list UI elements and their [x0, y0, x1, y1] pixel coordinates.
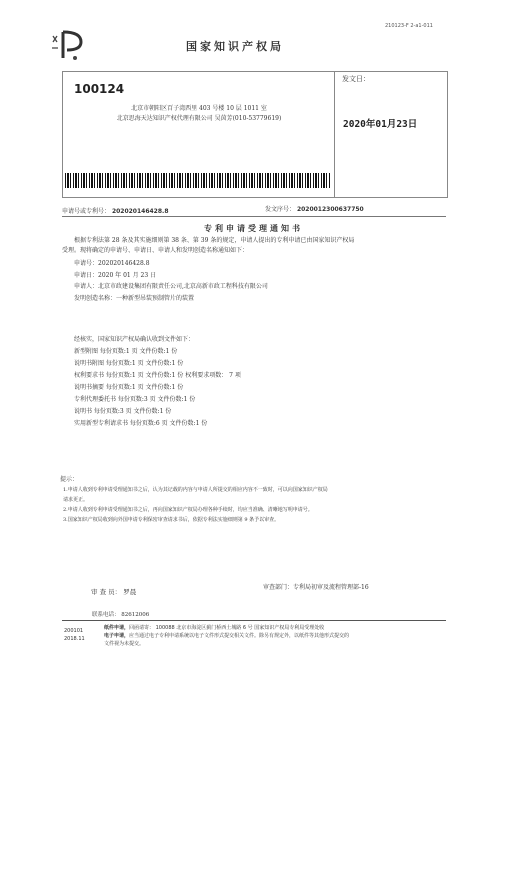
received-files-intro: 经核实，国家知识产权局确认收到文件如下：	[74, 336, 195, 343]
note-item: 3.国家知识产权局收到向外国申请专利保密审查请求书后，依据专利法实施细则第 9 条予以审查。	[63, 517, 280, 523]
form-code-number: 200101	[64, 628, 84, 634]
examiner: 审 查 员： 罗晨	[91, 588, 137, 596]
document-number-value: 2020012300637750	[296, 206, 364, 213]
field-applicant: 申请人：北京市政建设集团有限责任公司,北京高新市政工程科技有限公司	[74, 283, 268, 290]
file-item: 说明书附图 每份页数:1 页 文件份数:1 份	[74, 360, 184, 367]
file-item: 专利代理委托书 每份页数:3 页 文件份数:1 份	[74, 396, 196, 403]
address-line-2: 北京思海天达知识产权代理有限公司 吴茵芳(010-53779619)	[116, 115, 282, 122]
footer-electronic-text-cont: 文件视为未提交。	[104, 641, 145, 647]
notice-title: 专利申请受理通知书	[204, 223, 303, 233]
note-item: 1.申请人收到专利申请受理通知书之后，认为其记载的内容与申请人所提交的相应内容不一致时，可以向国家知识产权局	[63, 487, 328, 493]
address-divider	[334, 71, 335, 197]
notes-label: 提示：	[60, 476, 79, 483]
form-code	[64, 627, 85, 643]
field-application-date: 申请日：2020 年 01 月 23 日	[74, 271, 157, 279]
application-fields	[74, 258, 466, 304]
contact-phone: 联系电话： 82612006	[92, 612, 150, 618]
field-application-number: 申请号：202020146428.8	[74, 260, 150, 267]
notice-intro-line-2: 受理。现将确定的申请号、申请日、申请人和发明创造名称通知如下：	[62, 247, 249, 254]
received-files	[74, 334, 466, 430]
footer-electronic-text: 应当通过电子专利申请系统以电子文件形式提交相关文件。除另有规定外，以纸件等其他形式提交的	[129, 633, 350, 639]
file-item: 权利要求书 每份页数:1 页 文件份数:1 份 权利要求项数： 7 项	[74, 372, 241, 379]
note-item: 请求更正。	[63, 497, 89, 503]
file-item: 说明书 每份页数:3 页 文件份数:1 份	[74, 408, 172, 415]
send-date-label: 发文日：	[342, 75, 370, 83]
document-number-label: 发文序号：	[265, 206, 296, 213]
field-invention-title: 发明创造名称：一种新型吊装预制管片的装置	[74, 294, 195, 302]
send-date-value: 2020年01月23日	[343, 119, 418, 130]
footer-electronic-label: 电子申请，	[104, 633, 130, 639]
form-code-version: 2018.11	[64, 636, 85, 642]
footer-paper-text: 回函请寄： 100088 北京市海淀区蓟门桥西土城路 6 号 国家知识产权局专利局受理处收	[129, 625, 325, 631]
barcode	[65, 173, 330, 188]
footer-paper-label: 纸件申请，	[104, 625, 130, 631]
office-title: 国家知识产权局	[186, 40, 284, 53]
examining-department: 审查部门：专利局初审及流程管理部-16	[263, 584, 369, 591]
file-item: 新型附图 每份页数:1 页 文件份数:1 份	[74, 348, 178, 355]
notice-intro	[62, 236, 454, 256]
cnipa-logo-icon	[51, 28, 91, 62]
notice-intro-line-1: 根据专利法第 28 条及其实施细则第 38 条、第 39 条的规定，申请人提出的专利申请已由国家知识产权局	[74, 237, 355, 244]
application-number-line	[62, 206, 169, 215]
application-number-value: 202020146428.8	[111, 208, 169, 215]
file-item: 说明书摘要 每份页数:1 页 文件份数:1 份	[74, 384, 184, 391]
footer-instructions	[104, 624, 456, 648]
address-line-1: 北京市朝阳区百子湾西里 403 号楼 10 层 1011 室	[131, 105, 267, 112]
divider-line	[62, 216, 446, 217]
document-serial: 210123-F 2-a1-011	[385, 23, 433, 29]
footer-divider	[62, 620, 446, 621]
document-number-line	[265, 204, 364, 213]
postcode: 100124	[74, 82, 125, 96]
file-item: 实用新型专利请求书 每份页数:6 页 文件份数:1 份	[74, 420, 208, 427]
note-item: 2.申请人收到专利申请受理通知书之后，再向国家知识产权局办理各种手续时，均应当准确、清晰地写明申请号。	[63, 507, 313, 513]
notes-list	[60, 485, 450, 525]
application-number-label: 申请号或专利号：	[62, 208, 111, 215]
